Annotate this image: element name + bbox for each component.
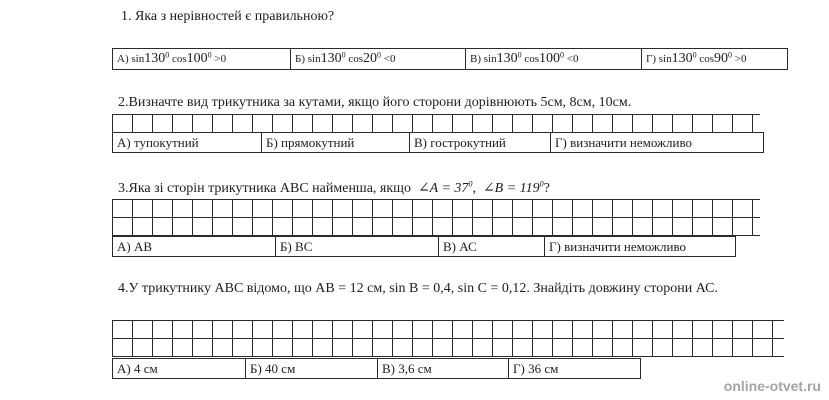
question-2-answer-a[interactable]: А) тупокутний	[113, 133, 262, 152]
question-3-answer-grid[interactable]	[112, 199, 760, 236]
question-1-answer-a[interactable]: А) $\sin 130^0$ $\cos 100^0 >0$	[113, 49, 291, 69]
question-1-answer-d[interactable]: Г) $\sin 130^0$ $\cos 90^0 >0$	[646, 50, 747, 66]
angle-b: ∠B = $119^0$	[482, 179, 544, 196]
question-2-answer-d[interactable]: Г) визначити неможливо	[555, 135, 693, 150]
question-2-answers	[112, 132, 764, 153]
question-4-answers	[112, 358, 641, 379]
question-3-title: 3.Яка зі сторін трикутника АВС найменша, якщо ∠A = $37^0$, ∠B = $119^0$?	[118, 179, 550, 196]
angle-a: ∠A = $37^0$	[417, 179, 473, 196]
question-3-answer-a[interactable]: А) АВ	[113, 237, 276, 256]
question-4-answer-a[interactable]: А) 4 см	[113, 359, 246, 378]
question-3-answer-b[interactable]: Б) ВС	[276, 237, 439, 256]
question-1-answers	[112, 48, 788, 70]
question-1-answer-b[interactable]: Б) $\sin 130^0$ $\cos 20^0 <0$	[291, 49, 466, 69]
question-3-answer-c[interactable]: В) АС	[439, 237, 545, 256]
question-1-answer-c[interactable]: В) $\sin 130^0$ $\cos 100^0 <0$	[466, 49, 642, 69]
question-3-answers	[112, 236, 736, 257]
question-4-title: 4.У трикутнику АВС відомо, що АВ = 12 см, sin B = 0,4, sin C = 0,12. Знайдіть довжину сторони АС.	[118, 281, 718, 296]
question-4-answer-d[interactable]: Г) 36 см	[513, 361, 559, 376]
question-2-answer-grid[interactable]	[112, 114, 760, 133]
question-4-answer-grid[interactable]	[112, 320, 784, 357]
question-2-title: 2.Визначте вид трикутника за кутами, якщо його сторони дорівнюють 5см, 8см, 10см.	[118, 95, 632, 110]
question-3-answer-d[interactable]: Г) визначити неможливо	[549, 239, 687, 254]
watermark: online-otvet.ru	[723, 378, 821, 394]
question-4-answer-c[interactable]: В) 3,6 см	[378, 359, 509, 378]
question-2-answer-c[interactable]: В) гострокутний	[410, 133, 551, 152]
question-4-answer-b[interactable]: Б) 40 см	[246, 359, 378, 378]
question-2-answer-b[interactable]: Б) прямокутний	[262, 133, 410, 152]
question-1-title: 1. Яка з нерівностей є правильною?	[121, 9, 335, 24]
